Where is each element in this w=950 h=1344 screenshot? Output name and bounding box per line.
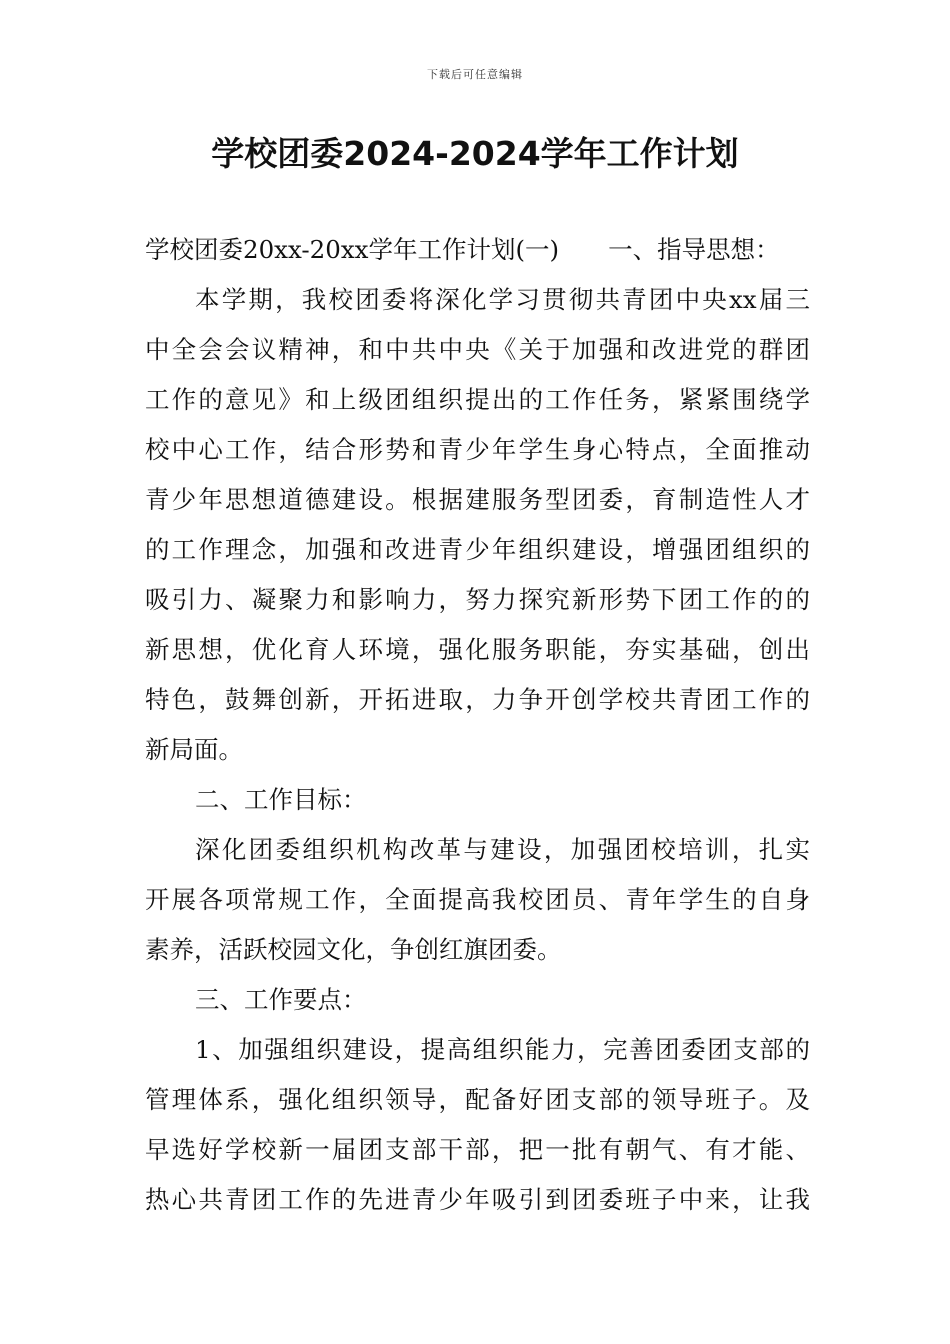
- body-line: 吸引力、凝聚力和影响力，努力探究新形势下团工作的的: [145, 585, 810, 614]
- document-body: [145, 225, 810, 1225]
- body-line: 管理体系，强化组织领导，配备好团支部的领导班子。及: [145, 1085, 810, 1114]
- body-line: 三、工作要点：: [195, 985, 367, 1014]
- body-line: 开展各项常规工作，全面提高我校团员、青年学生的自身: [145, 885, 810, 914]
- body-line: 1、加强组织建设，提高组织能力，完善团委团支部的: [195, 1035, 810, 1064]
- body-line: 校中心工作，结合形势和青少年学生身心特点，全面推动: [145, 435, 810, 464]
- body-line: 二、工作目标：: [195, 785, 367, 814]
- body-line: 本学期，我校团委将深化学习贯彻共青团中央xx届三: [195, 285, 810, 314]
- document-title: 学校团委2024-2024学年工作计划: [211, 134, 739, 173]
- body-line: 青少年思想道德建设。根据建服务型团委，育制造性人才: [145, 485, 810, 514]
- body-line: 热心共青团工作的先进青少年吸引到团委班子中来，让我: [145, 1185, 810, 1214]
- body-line: 新局面。: [145, 735, 243, 764]
- body-line: 特色，鼓舞创新，开拓进取，力争开创学校共青团工作的: [145, 685, 810, 714]
- body-line: 中全会会议精神，和中共中央《关于加强和改进党的群团: [145, 335, 810, 364]
- header-note: 下载后可任意编辑: [427, 68, 523, 81]
- body-line: 的工作理念，加强和改进青少年组织建设，增强团组织的: [145, 535, 810, 564]
- body-line: 素养，活跃校园文化，争创红旗团委。: [145, 935, 562, 964]
- body-line: 学校团委20xx-20xx学年工作计划(一) 一、指导思想：: [145, 235, 780, 264]
- body-line: 深化团委组织机构改革与建设，加强团校培训，扎实: [195, 835, 810, 864]
- body-line: 工作的意见》和上级团组织提出的工作任务，紧紧围绕学: [145, 385, 810, 414]
- body-line: 早选好学校新一届团支部干部，把一批有朝气、有才能、: [145, 1135, 810, 1164]
- body-line: 新思想，优化育人环境，强化服务职能，夯实基础，创出: [145, 635, 810, 664]
